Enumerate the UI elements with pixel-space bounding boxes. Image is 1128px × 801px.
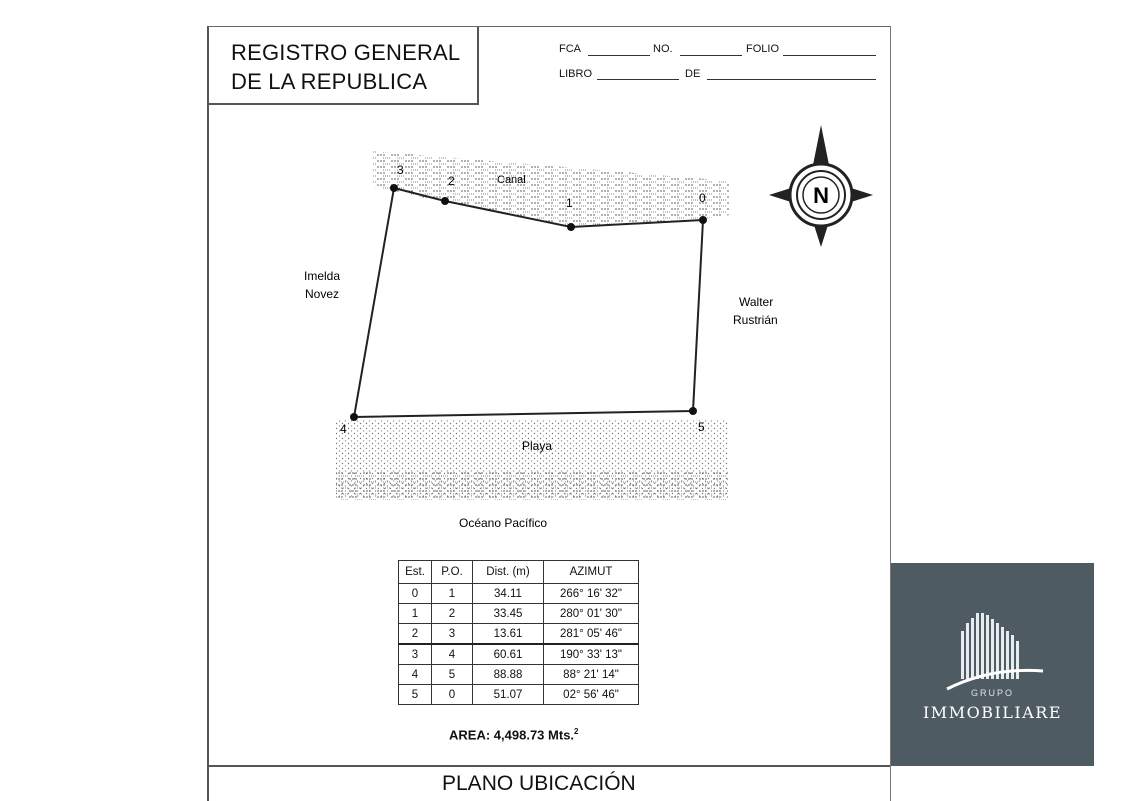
playa-label: Playa [522, 439, 553, 453]
table-row [399, 604, 639, 624]
east-neighbor-line-1: Walter [739, 295, 774, 309]
vertex-4 [350, 413, 358, 421]
cell-po: 0 [432, 685, 473, 705]
vertex-1 [567, 223, 575, 231]
de-label: DE [685, 68, 701, 80]
col-header-po: P.O. [432, 561, 473, 584]
building-icon [891, 563, 1094, 693]
vertex-3 [390, 184, 398, 192]
vertex-5 [689, 407, 697, 415]
cell-po: 4 [432, 644, 473, 665]
table-row [399, 624, 639, 645]
libro-label: LIBRO [559, 68, 593, 80]
canal-label: Canal [497, 174, 526, 186]
area-label: AREA: [449, 727, 491, 743]
company-logo [891, 563, 1094, 766]
fca-label: FCA [559, 43, 581, 55]
registry-title-line-1: REGISTRO GENERAL [231, 40, 461, 65]
plan-title: PLANO UBICACIÓN [442, 772, 636, 795]
vertex-label-4: 4 [340, 422, 347, 436]
vertex-label-0: 0 [699, 191, 706, 205]
compass-letter: N [813, 183, 829, 208]
cell-est: 5 [399, 685, 432, 705]
no-label: NO. [653, 43, 673, 55]
cell-dist: 60.61 [473, 644, 544, 665]
east-neighbor-line-2: Rustrián [733, 313, 778, 327]
table-row [399, 685, 639, 705]
cell-azimut: 266° 16' 32" [544, 584, 639, 604]
vertex-label-3: 3 [397, 163, 404, 177]
cell-azimut: 190° 33' 13" [544, 644, 639, 665]
col-header-azimut: AZIMUT [544, 561, 639, 584]
cell-azimut: 88° 21' 14" [544, 665, 639, 685]
logo-name-text: IMMOBILIARE [922, 703, 1062, 722]
area-unit: Mts. [548, 727, 575, 743]
vertex-label-5: 5 [698, 420, 705, 434]
property-boundary [354, 188, 703, 417]
vertex-label-2: 2 [448, 174, 455, 188]
table-row [399, 665, 639, 685]
cell-est: 4 [399, 665, 432, 685]
plot-drawing [209, 27, 890, 567]
registry-title-line-2: DE LA REPUBLICA [231, 69, 428, 94]
cell-azimut: 281° 05' 46" [544, 624, 639, 645]
folio-label: FOLIO [746, 43, 780, 55]
west-neighbor-line-1: Imelda [304, 269, 341, 283]
area-value: 4,498.73 [493, 727, 545, 743]
cell-est: 0 [399, 584, 432, 604]
footer-divider [209, 765, 890, 767]
table-row [399, 644, 639, 665]
vertex-2 [441, 197, 449, 205]
cell-azimut: 280° 01' 30" [544, 604, 639, 624]
vertex-0 [699, 216, 707, 224]
cell-po: 2 [432, 604, 473, 624]
cell-dist: 13.61 [473, 624, 544, 645]
survey-table [398, 560, 639, 705]
survey-sheet [207, 26, 891, 801]
vertex-label-1: 1 [566, 196, 573, 210]
cell-po: 3 [432, 624, 473, 645]
cell-dist: 88.88 [473, 665, 544, 685]
cell-dist: 34.11 [473, 584, 544, 604]
ocean-label: Océano Pacífico [459, 516, 548, 530]
cell-est: 2 [399, 624, 432, 645]
col-header-dist: Dist. (m) [473, 561, 544, 584]
cell-azimut: 02° 56' 46" [544, 685, 639, 705]
north-arrow-icon [769, 125, 873, 247]
logo-grupo-text: GRUPO [970, 688, 1014, 698]
canal-hatch [372, 151, 729, 227]
cell-est: 3 [399, 644, 432, 665]
ocean-hatch [336, 472, 728, 500]
west-neighbor-line-2: Novez [305, 287, 340, 301]
cell-po: 5 [432, 665, 473, 685]
table-row [399, 584, 639, 604]
cell-dist: 33.45 [473, 604, 544, 624]
cell-est: 1 [399, 604, 432, 624]
cell-po: 1 [432, 584, 473, 604]
cell-dist: 51.07 [473, 685, 544, 705]
area-exponent: 2 [574, 727, 579, 736]
area-summary [449, 727, 578, 742]
col-header-est: Est. [399, 561, 432, 584]
